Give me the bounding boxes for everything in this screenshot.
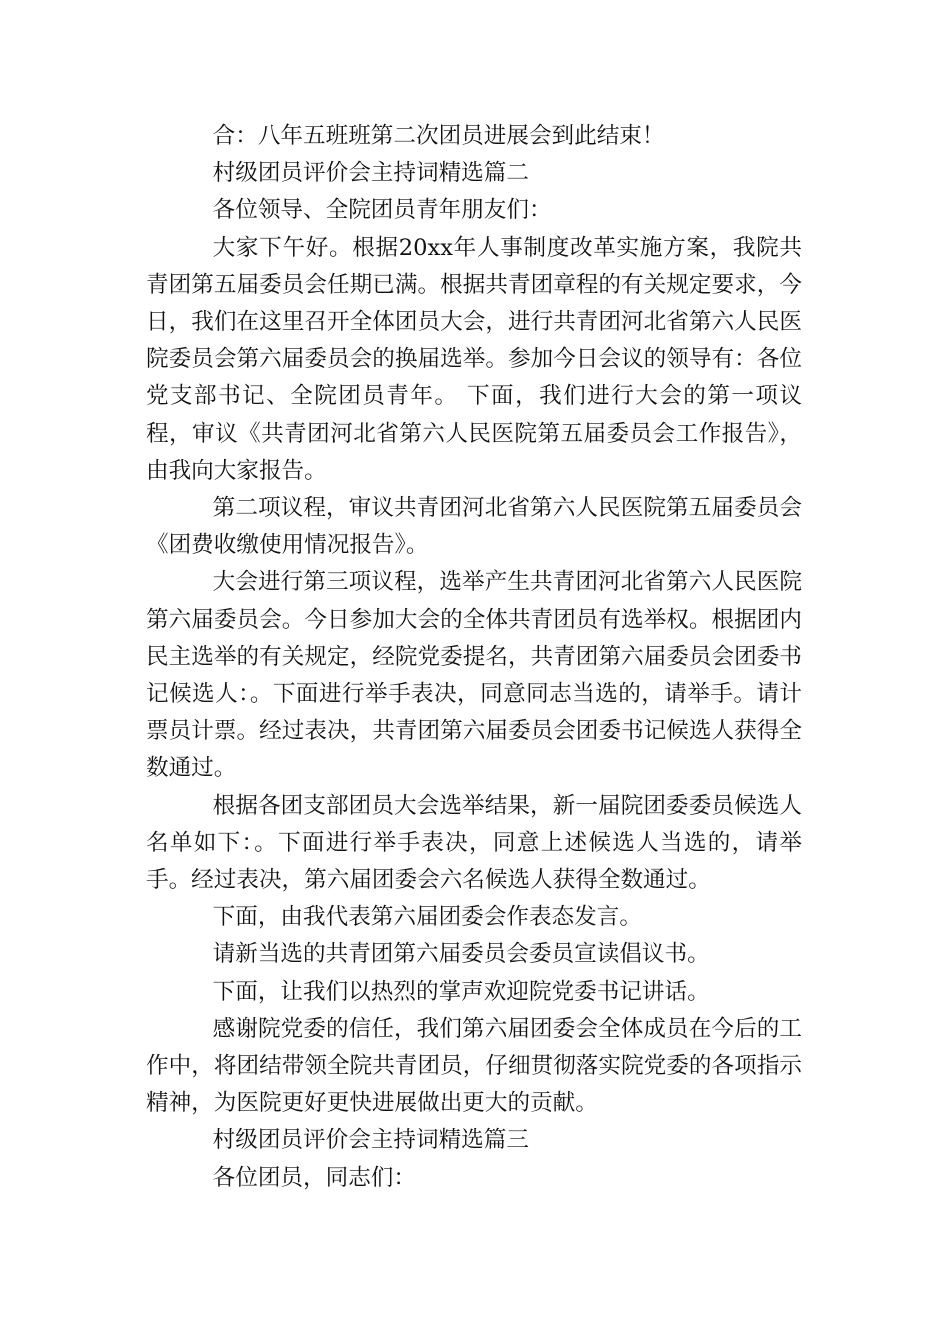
body-paragraph: 感谢院党委的信任，我们第六届团委会全体成员在今后的工作中，将团结带领全院共青团员，仔细贯彻落实院党委的各项指示精神，为医院更好更快进展做出更大的贡献。 <box>146 1015 802 1117</box>
section-heading-part-two: 村级团员评价会主持词精选篇二 <box>212 160 529 187</box>
closing-line: 合：八年五班班第二次团员进展会到此结束！ <box>212 123 665 149</box>
body-paragraph: 下面，由我代表第六届团委会作表态发言。 <box>212 904 642 931</box>
salutation: 各位团员，同志们： <box>212 1164 416 1191</box>
body-paragraph: 大家下午好。根据20xx年人事制度改革实施方案，我院共青团第五届委员会任期已满。根据共青团章程的有关规定要求，今日，我们在这里召开全体团员大会，进行共青团河北省第六人民医院委员会第六届委员会的换届选举。参加今日会议的领导有：各位党支部书记、全院团员青年。 下面，我们进行大会的第一项议程，审议《共青团河北省第六人民医院第五届委员会工作报告》，由我向大家报告。 <box>146 234 802 484</box>
salutation: 各位领导、全院团员青年朋友们： <box>212 197 552 224</box>
body-paragraph: 第二项议程，审议共青团河北省第六人民医院第五届委员会《团费收缴使用情况报告》。 <box>146 495 802 559</box>
body-paragraph: 下面，让我们以热烈的掌声欢迎院党委书记讲话。 <box>212 978 710 1005</box>
document-body <box>146 118 802 1197</box>
section-heading-part-three: 村级团员评价会主持词精选篇三 <box>212 1127 529 1154</box>
body-paragraph: 根据各团支部团员大会选举结果，新一届院团委委员候选人名单如下：。下面进行举手表决，同意上述候选人当选的，请举手。经过表决，第六届团委会六名候选人获得全数通过。 <box>146 792 802 894</box>
body-paragraph: 大会进行第三项议程，选举产生共青团河北省第六人民医院第六届委员会。今日参加大会的全体共青团员有选举权。根据团内民主选举的有关规定，经院党委提名，共青团第六届委员会团委书记候选人：。下面进行举手表决，同意同志当选的，请举手。请计票员计票。经过表决，共青团第六届委员会团委书记候选人获得全数通过。 <box>146 569 802 782</box>
body-paragraph: 请新当选的共青团第六届委员会委员宣读倡议书。 <box>212 941 710 968</box>
